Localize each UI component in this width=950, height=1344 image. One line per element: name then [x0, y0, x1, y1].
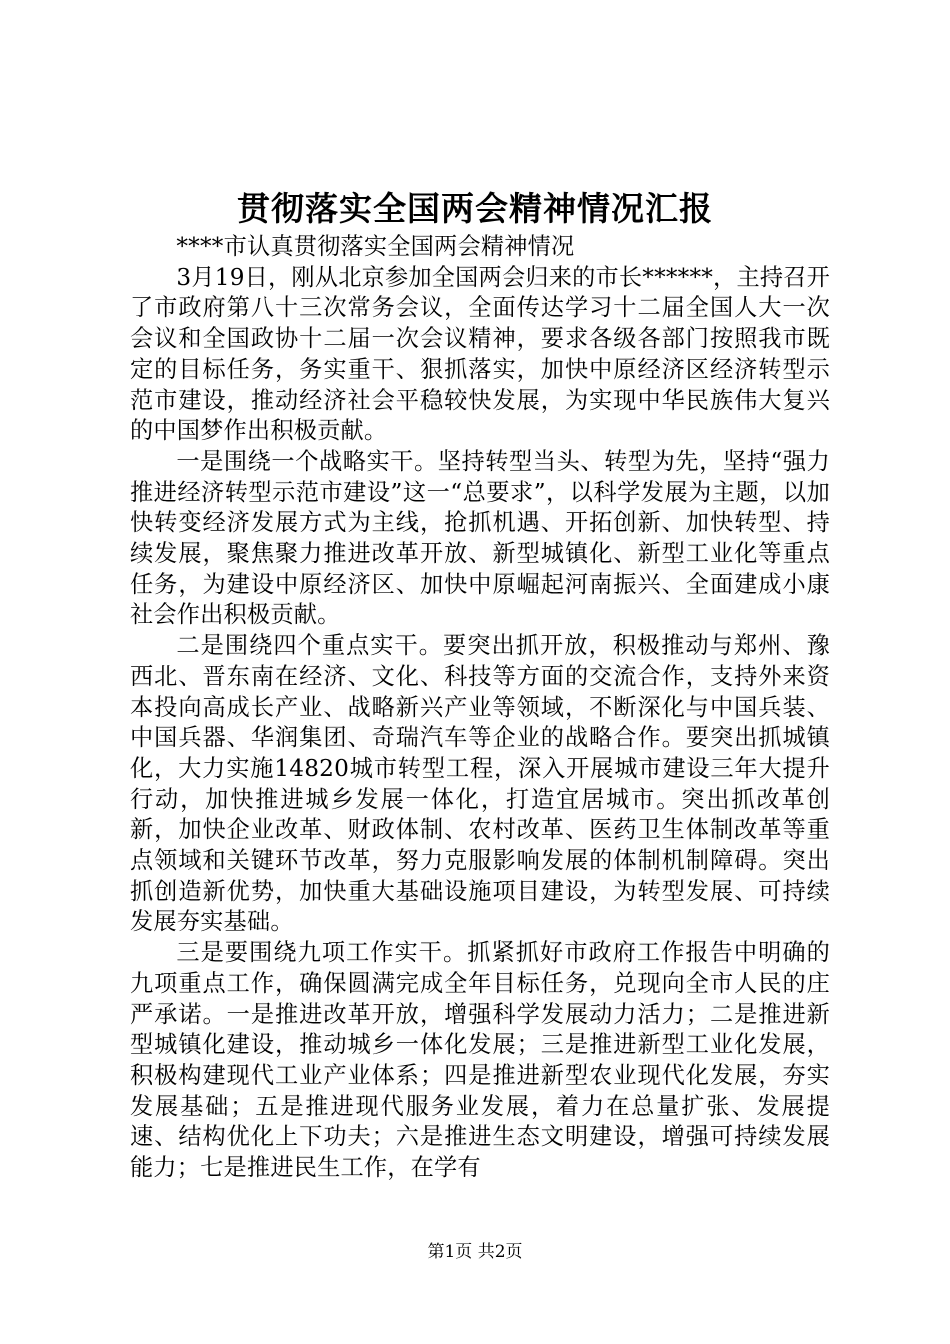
- body-paragraph-subtitle: ****市认真贯彻落实全国两会精神情况: [176, 233, 575, 260]
- page-number-footer: 第1页 共2页: [427, 1242, 523, 1262]
- document-title: 贯彻落实全国两会精神情况汇报: [237, 189, 713, 228]
- document-body: [130, 232, 830, 1184]
- body-paragraph-four-priorities: 二是围绕四个重点实干。要突出抓开放，积极推动与郑州、豫西北、晋东南在经济、文化、科技等方面的交流合作，支持外来资本投向高成长产业、战略新兴产业等领域，不断深化与中国兵装、中国兵器、华润集团、奇瑞汽车等企业的战略合作。要突出抓城镇化，大力实施14820城市转型工程，深入开展城市建设三年大提升行动，加快推进城乡发展一体化，打造宜居城市。突出抓改革创新，加快企业改革、财政体制、农村改革、医药卫生体制改革等重点领域和关键环节改革，努力克服影响发展的体制机制障碍。突出抓创造新优势，加快重大基础设施项目建设，为转型发展、可持续发展夯实基础。: [130, 632, 830, 936]
- body-paragraph-intro: 3月19日，刚从北京参加全国两会归来的市长******，主持召开了市政府第八十三次常务会议，全面传达学习十二届全国人大一次会议和全国政协十二届一次会议精神，要求各级各部门按照我市既定的目标任务，务实重干、狠抓落实，加快中原经济区经济转型示范市建设，推动经济社会平稳较快发展，为实现中华民族伟大复兴的中国梦作出积极贡献。: [130, 263, 830, 445]
- body-paragraph-strategy: 一是围绕一个战略实干。坚持转型当头、转型为先，坚持“强力推进经济转型示范市建设”这一“总要求”，以科学发展为主题，以加快转变经济发展方式为主线，抢抓机遇、开拓创新、加快转型、持续发展，聚焦聚力推进改革开放、新型城镇化、新型工业化等重点任务，为建设中原经济区、加快中原崛起河南振兴、全面建成小康社会作出积极贡献。: [130, 447, 830, 629]
- body-paragraph-nine-tasks: 三是要围绕九项工作实干。抓紧抓好市政府工作报告中明确的九项重点工作，确保圆满完成全年目标任务，兑现向全市人民的庄严承诺。一是推进改革开放，增强科学发展动力活力；二是推进新型城镇化建设，推动城乡一体化发展；三是推进新型工业化发展，积极构建现代工业产业体系；四是推进新型农业现代化发展，夯实发展基础；五是推进现代服务业发展，着力在总量扩张、发展提速、结构优化上下功夫；六是推进生态文明建设，增强可持续发展能力；七是推进民生工作，在学有: [130, 939, 830, 1182]
